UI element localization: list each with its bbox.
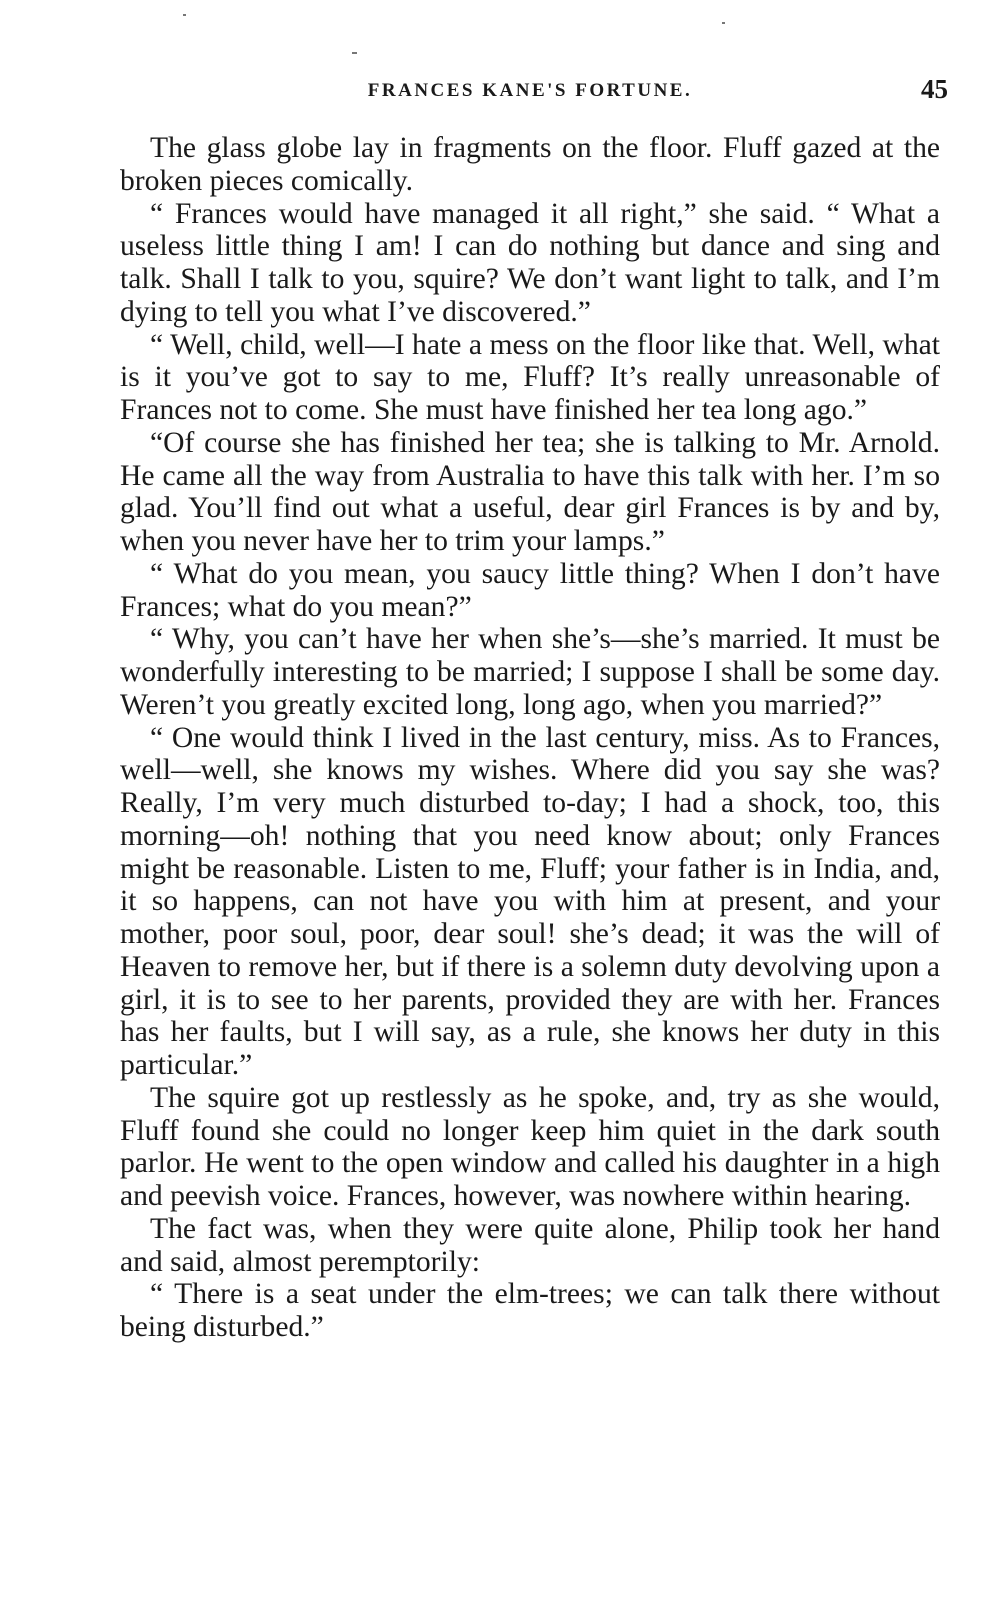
paragraph: The glass globe lay in fragments on the floor. Fluff gazed at the broken pieces comically. — [120, 132, 940, 197]
paragraph: “ There is a seat under the elm-trees; we can talk there without being disturbed.” — [120, 1278, 940, 1343]
paragraph: “ One would think I lived in the last century, miss. As to Frances, well—well, she knows my wishes. Where did you say she was? Really, I’m very much disturbed to-day; I had a shock, too, this morning—oh! nothing that you need know about; only Frances might be reasonable. Listen to me, Fluff; your father is in India, and, it so happens, can not have you with him at present, and your mother, poor soul, poor, dear soul! she’s dead; it was the will of Heaven to remove her, but if there is a solemn duty devolving upon a girl, it is to see to her parents, provided they are with her. Frances has her faults, but I will say, as a rule, she knows her duty in this particular.” — [120, 721, 940, 1081]
speck-mark — [352, 52, 357, 54]
body-text — [120, 132, 940, 1344]
paragraph: “Of course she has finished her tea; she is talking to Mr. Arnold. He came all the way from Australia to have this talk with her. I’m so glad. You’ll find out what a useful, dear girl Frances is by and by, when you never have her to trim your lamps.” — [120, 426, 940, 557]
page-number: 45 — [921, 74, 948, 104]
paragraph: The squire got up restlessly as he spoke, and, try as she would, Fluff found she could no longer keep him quiet in the dark south parlor. He went to the open window and called his daughter in a high and peevish voice. Frances, however, was nowhere within hearing. — [120, 1081, 940, 1212]
paragraph: “ Well, child, well—I hate a mess on the floor like that. Well, what is it you’ve got to say to me, Fluff? It’s really unreasonable of Frances not to come. She must have finished her tea long ago.” — [120, 328, 940, 426]
speck-mark — [183, 14, 186, 16]
page-header — [120, 74, 948, 114]
paragraph: “ Why, you can’t have her when she’s—she’s married. It must be wonderfully interesting to be married; I suppose I shall be some day. Weren’t you greatly excited long, long ago, when you married?” — [120, 623, 940, 721]
paragraph: The fact was, when they were quite alone, Philip took her hand and said, almost peremptorily: — [120, 1212, 940, 1278]
paragraph: “ What do you mean, you saucy little thing? When I don’t have Frances; what do you mean?” — [120, 557, 940, 623]
paragraph: “ Frances would have managed it all right,” she said. “ What a useless little thing I am! I can do nothing but dance and sing and talk. Shall I talk to you, squire? We don’t want light to talk, and I’m dying to tell you what I’ve discovered.” — [120, 197, 940, 328]
speck-mark — [722, 22, 725, 24]
running-title: FRANCES KANE'S FORTUNE. — [367, 80, 693, 101]
